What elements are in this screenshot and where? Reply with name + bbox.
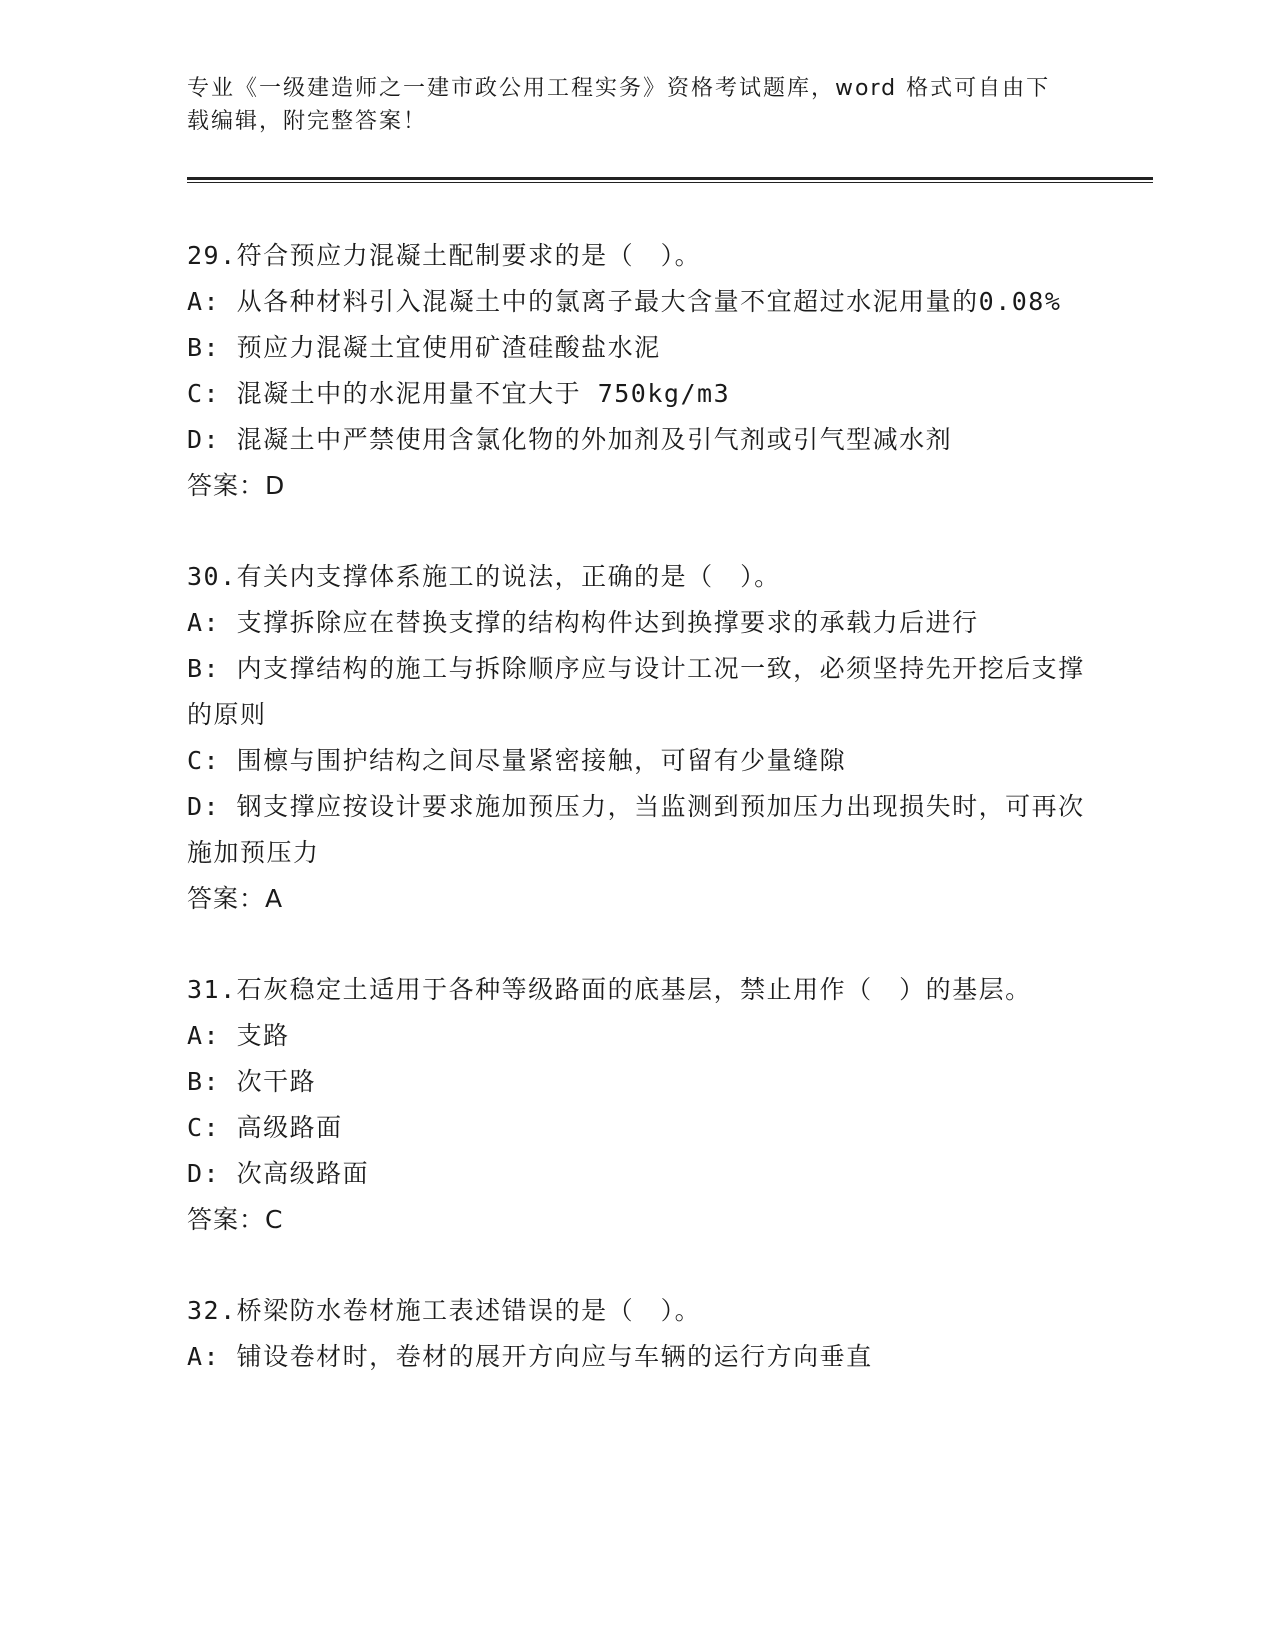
option-a: A: 支路 (187, 1021, 290, 1050)
option-d: D: 钢支撑应按设计要求施加预压力，当监测到预加压力出现损失时，可再次施加预压力 (187, 792, 1085, 867)
question-stem: 32.桥梁防水卷材施工表述错误的是（ ）。 (187, 1296, 702, 1325)
question-list (187, 233, 1087, 1425)
answer-label: 答案：C (187, 1205, 284, 1234)
option-b: B: 预应力混凝土宜使用矿渣硅酸盐水泥 (187, 333, 661, 362)
option-a: A: 铺设卷材时，卷材的展开方向应与车辆的运行方向垂直 (187, 1342, 873, 1371)
option-c: C: 围檩与围护结构之间尽量紧密接触，可留有少量缝隙 (187, 746, 847, 775)
question-31 (187, 967, 1087, 1243)
header-divider-thick (187, 177, 1153, 180)
header-line-2: 载编辑，附完整答案！ (187, 109, 428, 134)
option-c: C: 混凝土中的水泥用量不宜大于 750kg/m3 (187, 379, 731, 408)
question-30 (187, 554, 1087, 922)
question-stem: 30.有关内支撑体系施工的说法，正确的是（ ）。 (187, 562, 781, 591)
header-divider-thin (187, 182, 1153, 183)
option-a: A: 从各种材料引入混凝土中的氯离子最大含量不宜超过水泥用量的0.08% (187, 287, 1062, 316)
option-b: B: 内支撑结构的施工与拆除顺序应与设计工况一致，必须坚持先开挖后支撑的原则 (187, 654, 1085, 729)
document-header (187, 72, 1087, 138)
option-d: D: 次高级路面 (187, 1159, 370, 1188)
question-29 (187, 233, 1087, 509)
option-d: D: 混凝土中严禁使用含氯化物的外加剂及引气剂或引气型减水剂 (187, 425, 953, 454)
option-a: A: 支撑拆除应在替换支撑的结构构件达到换撑要求的承载力后进行 (187, 608, 979, 637)
question-32 (187, 1288, 1087, 1380)
answer-label: 答案：D (187, 471, 286, 500)
header-line-1: 专业《一级建造师之一建市政公用工程实务》资格考试题库，word 格式可自由下 (187, 76, 1051, 101)
answer-label: 答案：A (187, 884, 284, 913)
question-stem: 31.石灰稳定土适用于各种等级路面的底基层，禁止用作（ ）的基层。 (187, 975, 1032, 1004)
option-b: B: 次干路 (187, 1067, 317, 1096)
option-c: C: 高级路面 (187, 1113, 343, 1142)
question-stem: 29.符合预应力混凝土配制要求的是（ ）。 (187, 241, 702, 270)
